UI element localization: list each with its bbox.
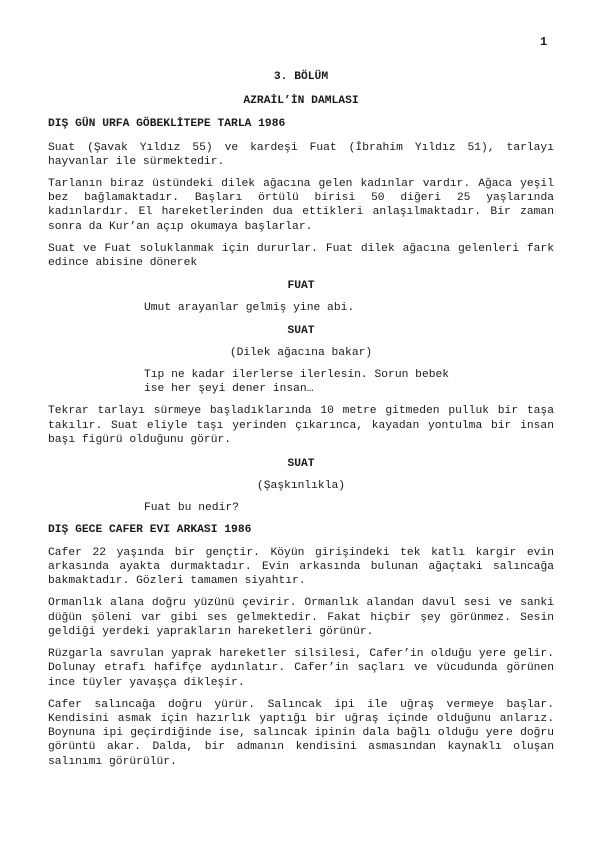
chapter-title: 3. BÖLÜM (273, 71, 329, 83)
action-line: Suat (Şavak Yıldız 55) ve kardeşi Fuat (İbrahim Yıldız 51), tarlayı hayvanlar ile sürmektedir. (48, 141, 554, 168)
action-line: Cafer salıncağa doğru yürür. Salıncak ipi ile uğraş vermeye başlar. Kendisini asmak için hazırlık yaptığı bir uğraş içinde olduğunu anlarız. Boynuna ipi geçirdiğinde ise, salıncak ipinin dala bağlı olduğu yere doğru görüntü akar. Dalda, bir admanın kendisini asmasından kaynaklı oluşan salınımı görürülür. (48, 698, 554, 768)
parenthetical: (Şaşkınlıkla) (256, 480, 346, 493)
scene-heading: DIŞ GÜN URFA GÖBEKLİTEPE TARLA 1986 (48, 118, 286, 131)
action-line: Cafer 22 yaşında bir gençtir. Köyün girişindeki tek katlı kargir evin arkasında ayakta durmaktadır. Evin arkasında bulunan ağaçtaki salıncağa bakmaktadır. Gözleri tamamen siyahtır. (48, 546, 554, 588)
action-line: Suat ve Fuat soluklanmak için dururlar. Fuat dilek ağacına gelenleri fark edince abisine dönerek (48, 242, 554, 270)
page-number: 1 (540, 35, 548, 49)
action-line: Tarlanın biraz üstündeki dilek ağacına gelen kadınlar vardır. Ağaca yeşil bez bağlamaktadır. Başları örtülü birisi 50 diğeri 25 yaşlarında kadınlardır. El hareketlerinden dua ettikleri anlaşılmaktadır. Bir zaman sonra da Kur’an açıp okumaya başlarlar. (48, 178, 554, 233)
action-line: Rüzgarla savrulan yaprak hareketler silsilesi, Cafer’in olduğu yere gelir. Dolunay etrafı hafifçe aydınlatır. Cafer’in saçları ve vücudunda görünen ince tüyler yavaşça dikleşir. (48, 648, 554, 689)
action-line: Ormanlık alana doğru yüzünü çevirir. Ormanlık alandan davul sesi ve sanki düğün şöleni var gibi ses gelmektedir. Fakat hiçbir şey görünmez. Sesin geldiği yerdeki yaprakların hareketleri görünür. (48, 597, 554, 638)
dialogue: Tıp ne kadar ilerlerse ilerlesin. Sorun bebek ise her şeyi dener insan… (144, 369, 450, 396)
character-name: SUAT (287, 324, 315, 337)
scene-heading: DIŞ GECE CAFER EVI ARKASI 1986 (48, 523, 252, 536)
dialogue: Fuat bu nedir? (144, 502, 239, 515)
dialogue: Umut arayanlar gelmiş yine abi. (144, 302, 355, 315)
episode-title: AZRAİL’İN DAMLASI (243, 95, 359, 108)
page-content (48, 70, 554, 769)
action-line: Tekrar tarlayı sürmeye başladıklarında 10 metre gitmeden pulluk bir taşa takılır. Suat eliyle taşı yerinden çıkarınca, kayadan yontulma bir insan başı figürü olduğunu görür. (48, 405, 554, 446)
character-name: FUAT (287, 280, 315, 293)
character-name: SUAT (287, 458, 315, 471)
parenthetical: (Dilek ağacına bakar) (229, 346, 373, 359)
